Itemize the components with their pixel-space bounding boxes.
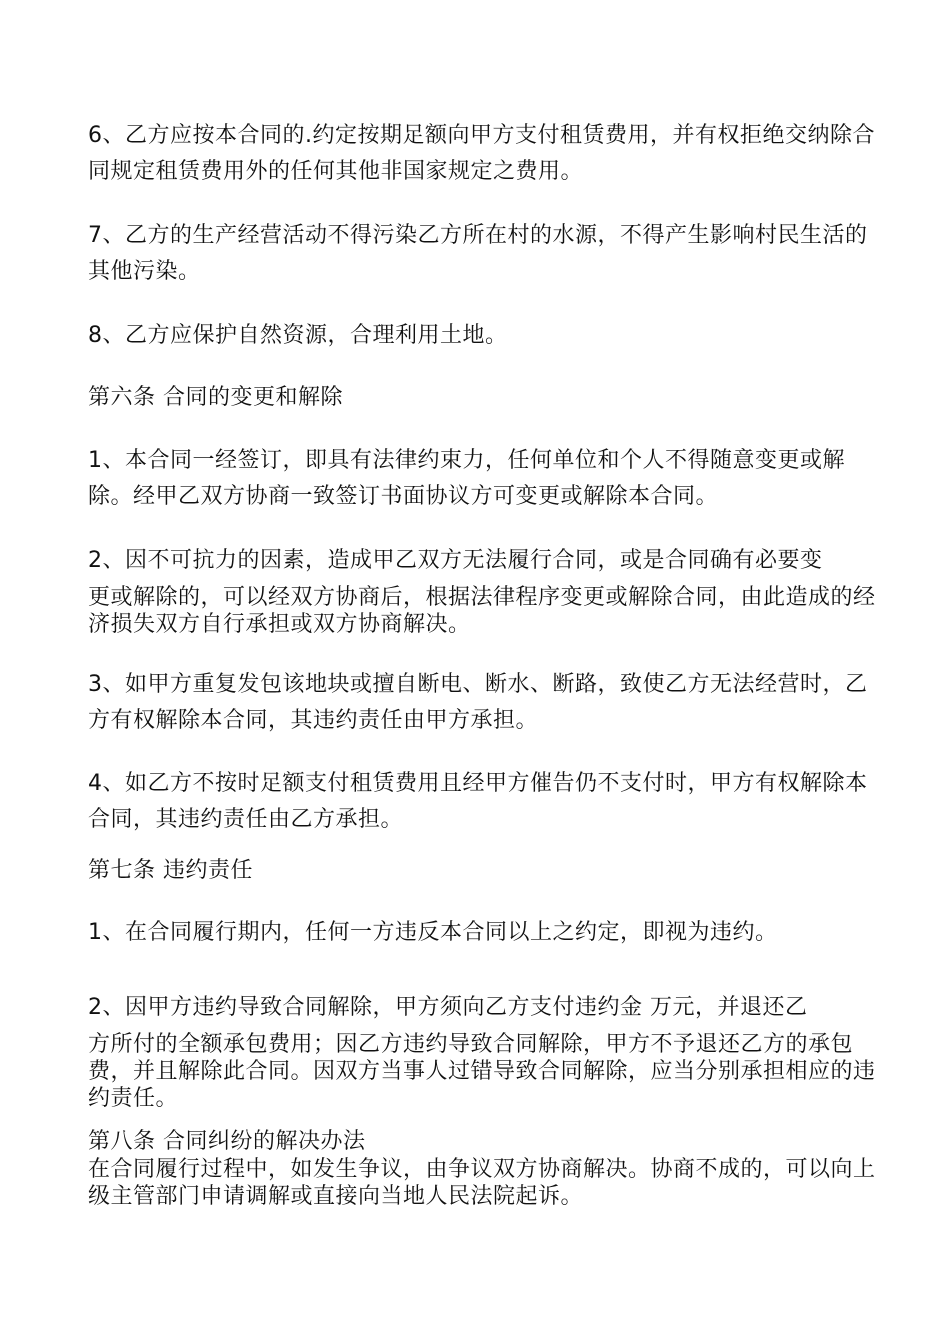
clause-8: 8、乙方应保护自然资源，合理利用土地。 (88, 323, 508, 348)
clause-7: 7、乙方的生产经营活动不得污染乙方所在村的水源，不得产生影响村民生活的其他污染。 (88, 223, 868, 284)
article-6-clause-1: 1、本合同一经签订，即具有法律约束力，任何单位和个人不得随意变更或解除。经甲乙双方协商一致签订书面协议方可变更或解除本合同。 (88, 448, 845, 509)
article-7-clause-2-line-1: 2、因甲方违约导致合同解除，甲方须向乙方支付违约金 万元，并退还乙 (88, 995, 808, 1020)
article-6-clause-2-line-1: 2、因不可抗力的因素，造成甲乙双方无法履行合同，或是合同确有必要变 (88, 548, 823, 573)
article-6-clause-4: 4、如乙方不按时足额支付租赁费用且经甲方催告仍不支付时，甲方有权解除本合同，其违约责任由乙方承担。 (88, 771, 868, 832)
article-7-clause-1: 1、在合同履行期内，任何一方违反本合同以上之约定，即视为违约。 (88, 920, 778, 945)
article-8-title: 第八条 合同纠纷的解决办法 (88, 1129, 366, 1154)
article-6-title: 第六条 合同的变更和解除 (88, 385, 343, 410)
article-7-title: 第七条 违约责任 (88, 858, 253, 883)
article-8-text: 在合同履行过程中，如发生争议，由争议双方协商解决。协商不成的，可以向上级主管部门申请调解或直接向当地人民法院起诉。 (88, 1157, 876, 1209)
article-6-clause-2-rest: 更或解除的，可以经双方协商后，根据法律程序变更或解除合同，由此造成的经济损失双方自行承担或双方协商解决。 (88, 585, 876, 637)
article-6-clause-3: 3、如甲方重复发包该地块或擅自断电、断水、断路，致使乙方无法经营时，乙方有权解除本合同，其违约责任由甲方承担。 (88, 672, 868, 733)
clause-6: 6、乙方应按本合同的.约定按期足额向甲方支付租赁费用，并有权拒绝交纳除合同规定租赁费用外的任何其他非国家规定之费用。 (88, 123, 875, 184)
article-7-clause-2-rest: 方所付的全额承包费用；因乙方违约导致合同解除，甲方不予退还乙方的承包费，并且解除此合同。因双方当事人过错导致合同解除，应当分别承担相应的违约责任。 (88, 1032, 876, 1111)
